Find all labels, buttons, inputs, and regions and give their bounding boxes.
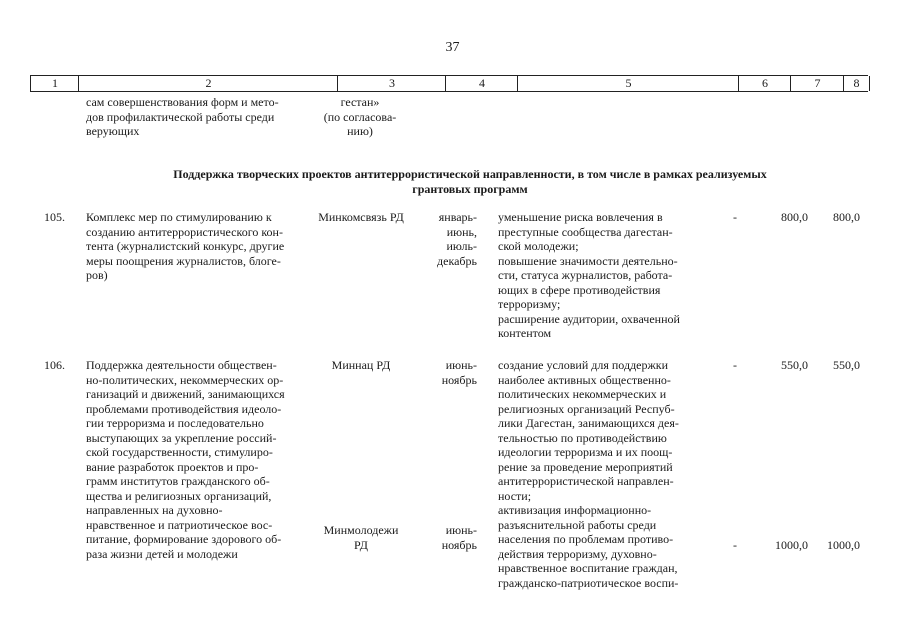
header-col-2: 2 bbox=[78, 76, 338, 91]
row-col8: 800,0 bbox=[833, 210, 860, 224]
row-description: Комплекс мер по стимулированию к созданию антитеррористического кон- тента (журналистский конкурс, другие меры поощрения журналистов, блоге- ров) bbox=[86, 210, 285, 282]
header-col-4: 4 bbox=[445, 76, 518, 91]
continuation-description: сам совершенствования форм и мето- дов профилактической работы среди верующих bbox=[86, 95, 279, 138]
row-description: Поддержка деятельности обществен- но-политических, некоммерческих ор- ганизаций и движений, занимающихся проблемами противодействия идеоло- гии терроризма и последовательно выступающих за укрепление россий- ской государственности, стимулиро- вание разработок проектов и про- грамм институтов гражданского об- щества и религиозных организаций, направленных на духовно- нравственное и патриотическое вос- питание, формирование здорового об- раза жизни детей и молодежи bbox=[86, 358, 285, 561]
section-title: Поддержка творческих проектов антитеррористической направленности, в том числе в рамках реализуемых грантовых программ bbox=[173, 167, 767, 196]
row-col6: - bbox=[733, 358, 737, 372]
row-number: 105. bbox=[44, 210, 65, 224]
header-col-5: 5 bbox=[517, 76, 739, 91]
header-col-6: 6 bbox=[738, 76, 791, 91]
continuation-executor: гестан» (по согласова- нию) bbox=[323, 95, 397, 138]
header-col-1: 1 bbox=[30, 76, 79, 91]
header-col-7: 7 bbox=[790, 76, 844, 91]
row-period: июнь- ноябрь bbox=[441, 358, 477, 387]
row-period: январь- июнь, июль- декабрь bbox=[437, 210, 477, 268]
row-col8-secondary: 1000,0 bbox=[827, 538, 860, 552]
row-col8: 550,0 bbox=[833, 358, 860, 372]
row-number: 106. bbox=[44, 358, 65, 372]
row-result: создание условий для поддержки наиболее активных общественно- политических некоммерческих и религиозных организаций Респуб- лики Дагестан, занимающихся дея- тельностью по противодействию идеологии терроризма и их поощ- рение за проведение мероприятий антитеррористической направлен- ности; активизация информационно- разъяснительной работы среди населения по проблемам противо- действия терроризму, духовно- нравственное воспитание граждан, гражданско-патриотическое воспи- bbox=[498, 358, 679, 590]
header-col-3: 3 bbox=[337, 76, 446, 91]
row-col6-secondary: - bbox=[733, 538, 737, 552]
row-period-secondary: июнь- ноябрь bbox=[441, 523, 477, 552]
row-col6: - bbox=[733, 210, 737, 224]
row-col7: 800,0 bbox=[781, 210, 808, 224]
table-header-row bbox=[30, 75, 868, 92]
row-executor-secondary: Минмолодежи РД bbox=[323, 523, 399, 552]
page-number: 37 bbox=[445, 40, 460, 55]
header-col-8: 8 bbox=[843, 76, 870, 91]
row-result: уменьшение риска вовлечения в преступные сообщества дагестан- ской молодежи; повышение значимости деятельно- сти, статуса журналистов, работа- ющих в сфере противодействия терроризму; расширение аудитории, охваченной контентом bbox=[498, 210, 680, 340]
row-col7-secondary: 1000,0 bbox=[775, 538, 808, 552]
row-executor: Миннац РД bbox=[331, 358, 391, 372]
row-executor: Минкомсвязь РД bbox=[318, 210, 404, 224]
row-col7: 550,0 bbox=[781, 358, 808, 372]
